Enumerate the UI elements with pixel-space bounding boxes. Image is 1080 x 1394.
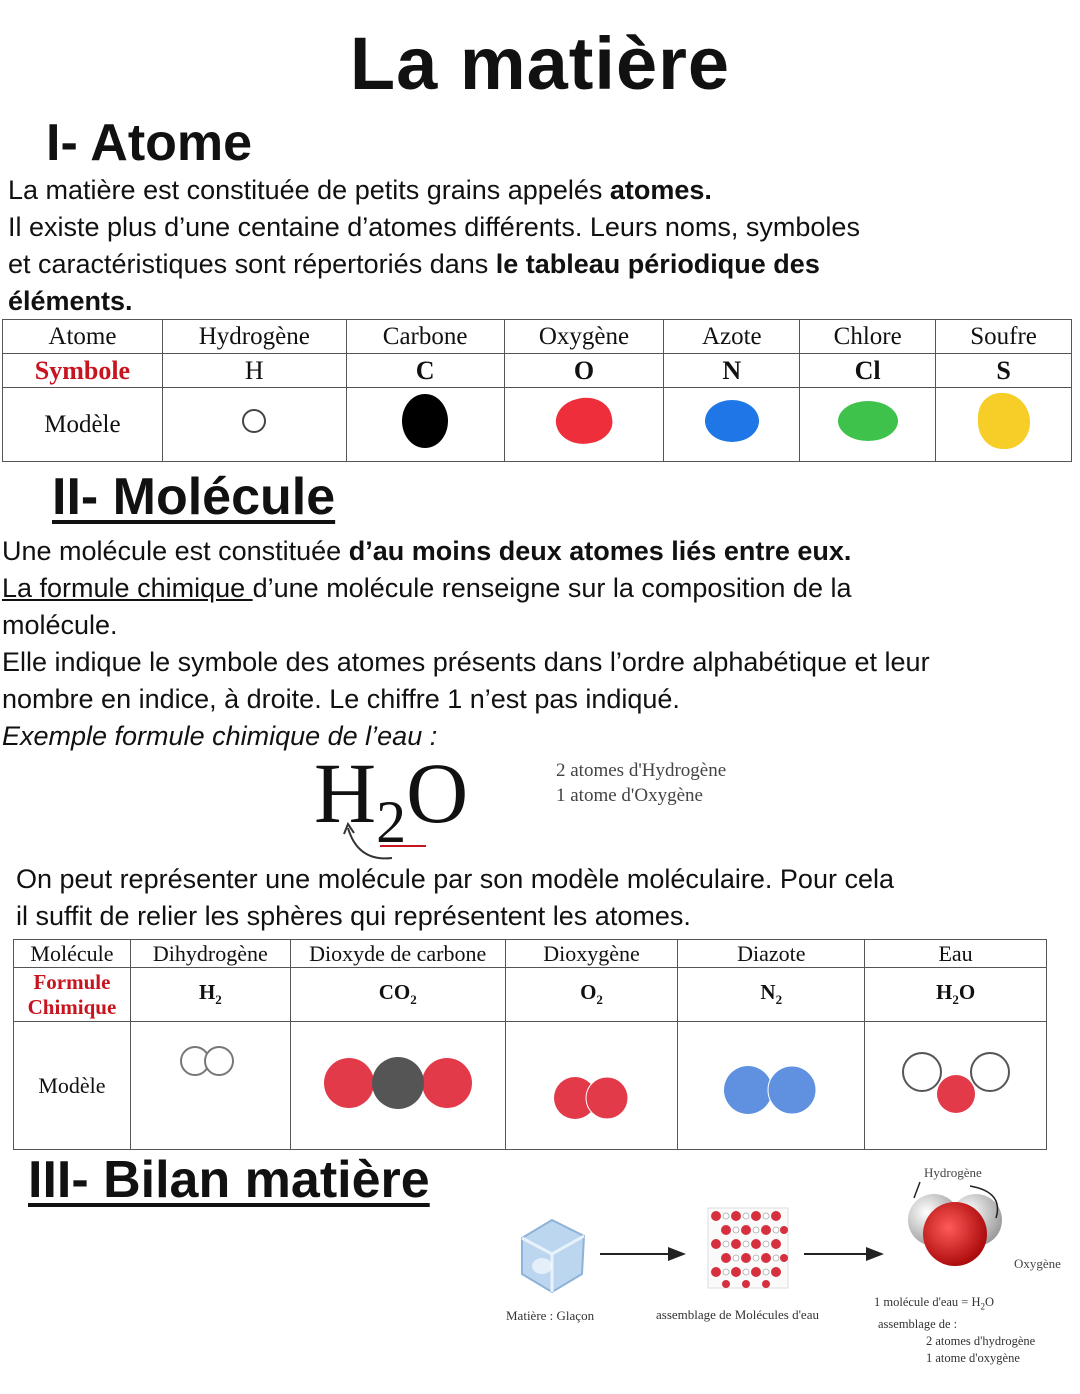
formula-text: H: [198, 980, 216, 1005]
section1-paragraph: [8, 172, 1068, 320]
section-heading-text: III- Bilan matière: [28, 1151, 430, 1209]
formula-text: CO: [378, 980, 411, 1005]
atom-model-cell: [936, 388, 1072, 462]
text-line: [2, 607, 1080, 644]
arrow-right-icon: [802, 1244, 888, 1264]
text-line: [2, 533, 1080, 570]
text-line: [2, 570, 1080, 607]
section-heading-text: I- Atome: [46, 114, 253, 172]
text-line: il suffit de relier les sphères qui représentent les atomes.: [16, 901, 691, 931]
bold-text: éléments.: [8, 286, 133, 316]
section2-paragraph: [2, 533, 1080, 755]
text-line: [8, 209, 1068, 246]
molecule-name-cell: Dioxygène: [505, 940, 678, 968]
text-line: [2, 644, 1080, 681]
formula-text: N: [760, 980, 776, 1005]
model-label-cell: Modèle: [14, 1022, 131, 1150]
text: Une molécule est constituée: [2, 536, 349, 566]
formula-note: [556, 758, 726, 808]
atom-model-cell: [504, 388, 664, 462]
molecule-formula-cell: [290, 968, 505, 1022]
molecule-formula-cell: [505, 968, 678, 1022]
text: nombre en indice, à droite. Le chiffre 1 n’est pas indiqué.: [2, 684, 680, 714]
underlined-text: La formule chimique: [2, 573, 253, 603]
atom-symbol-cell: O: [504, 354, 664, 388]
water-model-icon: [900, 1048, 1012, 1118]
formula-text: O: [406, 745, 469, 841]
molecule-model-cell: [290, 1022, 505, 1150]
text: La matière est constituée de petits grains appelés: [8, 175, 610, 205]
atom-model-cell: [800, 388, 936, 462]
title-highlight: [350, 22, 730, 106]
text-line: [8, 283, 1068, 320]
molecule-model-cell: [865, 1022, 1047, 1150]
carbon-dioxide-model-icon: [323, 1055, 473, 1111]
atom-name-cell: Oxygène: [504, 320, 664, 354]
atom-name-cell: Soufre: [936, 320, 1072, 354]
text-line: On peut représenter une molécule par son modèle moléculaire. Pour cela: [16, 864, 894, 894]
chlorine-sphere-icon: [838, 401, 898, 441]
formula-subscript: 2: [376, 789, 407, 855]
formula-text: H: [314, 745, 377, 841]
water-lattice-icon: [706, 1206, 790, 1290]
atom-model-cell: [664, 388, 800, 462]
table-row: [14, 940, 1047, 968]
table-row: [3, 354, 1072, 388]
text-line: [2, 681, 1080, 718]
atom-symbol-cell: C: [346, 354, 504, 388]
molecule-formula-cell: [130, 968, 290, 1022]
formula-subscript: 2: [410, 992, 417, 1008]
section-heading-bilan: [22, 1148, 430, 1212]
formula-text: O: [580, 980, 597, 1005]
text: d’une molécule renseigne sur la composition de la: [252, 573, 852, 603]
table-header-cell: Molécule: [14, 940, 131, 968]
molecule-model-cell: [130, 1022, 290, 1150]
table-header-cell: Atome: [3, 320, 163, 354]
text: et caractéristiques sont répertoriés dans: [8, 249, 496, 279]
caption-assembly: assemblage de Molécules d'eau: [656, 1307, 819, 1322]
molecule-model-cell: [678, 1022, 865, 1150]
hydrogen-sphere-icon: [242, 409, 266, 433]
nitrogen-sphere-icon: [705, 400, 759, 442]
table-row: [3, 320, 1072, 354]
text-line: [8, 246, 1068, 283]
text: Elle indique le symbole des atomes présents dans l’ordre alphabétique et leur: [2, 647, 930, 677]
table-row: [3, 388, 1072, 462]
atom-name-cell: Carbone: [346, 320, 504, 354]
dioxygen-model-icon: [553, 1073, 631, 1123]
note-line: 2 atomes d'Hydrogène: [556, 760, 727, 781]
text: Il existe plus d’une centaine d’atomes différents. Leurs noms, symboles: [8, 212, 860, 242]
subscript: 2: [980, 1301, 985, 1312]
text: molécule.: [2, 610, 118, 640]
text-line: [8, 172, 1068, 209]
hydrogen-label: Hydrogène: [924, 1165, 982, 1180]
section-heading-molecule: [40, 465, 335, 529]
atom-symbol-cell: S: [936, 354, 1072, 388]
text: 1 molécule d'eau = H: [874, 1295, 981, 1309]
text: O: [985, 1295, 995, 1309]
atom-model-cell: [162, 388, 346, 462]
oxygen-sphere-icon: [552, 393, 616, 450]
symbol-label-cell: Symbole: [3, 354, 163, 388]
caption-line: 1 atome d'oxygène: [926, 1350, 1020, 1365]
formula-arrow-icon: [330, 818, 440, 866]
caption-ice: Matière : Glaçon: [506, 1308, 595, 1323]
formula-subscript: 2: [215, 992, 222, 1008]
water-molecule-3d-icon: [900, 1176, 1010, 1272]
table-row: [14, 1022, 1047, 1150]
molecule-name-cell: Dihydrogène: [130, 940, 290, 968]
molecule-formula-cell: [865, 968, 1047, 1022]
formula-subscript: 2: [952, 992, 959, 1008]
atom-symbol-cell: N: [664, 354, 800, 388]
model-label-cell: Modèle: [3, 388, 163, 462]
oxygen-label: Oxygène: [1014, 1256, 1061, 1271]
note-line: 1 atome d'Oxygène: [556, 785, 703, 806]
label-line: Formule: [33, 969, 111, 994]
atom-table: [2, 319, 1072, 462]
molecule-formula-cell: [678, 968, 865, 1022]
label-line: Chimique: [27, 994, 117, 1019]
section-heading-text: II- Molécule: [52, 468, 336, 526]
formula-subscript: 2: [775, 992, 783, 1008]
page-title: La matière: [349, 22, 731, 105]
text-line: [2, 718, 1080, 755]
table-row: [14, 968, 1047, 1022]
molecule-table: [13, 939, 1047, 1150]
caption-line: assemblage de :: [878, 1316, 958, 1331]
sulfur-sphere-icon: [978, 393, 1030, 449]
section-heading-atome: [34, 110, 252, 176]
formula-text: H: [935, 980, 953, 1005]
ice-cube-icon: [512, 1212, 592, 1298]
carbon-sphere-icon: [402, 394, 448, 448]
section2-paragraph-2: [16, 861, 1076, 935]
italic-text: Exemple formule chimique de l’eau :: [2, 721, 438, 751]
bold-text: atomes.: [609, 175, 712, 205]
bold-text: le tableau périodique des: [495, 249, 820, 279]
atom-model-cell: [346, 388, 504, 462]
caption-line: [874, 1294, 1035, 1316]
atom-symbol-cell: Cl: [800, 354, 936, 388]
atom-name-cell: Azote: [664, 320, 800, 354]
formula-text: O: [958, 980, 976, 1005]
dinitrogen-model-icon: [723, 1064, 819, 1116]
molecule-model-cell: [505, 1022, 678, 1150]
molecule-name-cell: Eau: [865, 940, 1047, 968]
title-block: [0, 22, 1080, 106]
dihydrogen-model-icon: [178, 1044, 242, 1078]
formula-label-cell: [14, 968, 131, 1022]
caption-line: 2 atomes d'hydrogène: [926, 1333, 1036, 1348]
arrow-right-icon: [598, 1244, 690, 1264]
atom-symbol-cell: H: [162, 354, 346, 388]
molecule-name-cell: Diazote: [678, 940, 865, 968]
bold-text: d’au moins deux atomes liés entre eux.: [348, 536, 852, 566]
formula-subscript: 2: [596, 992, 603, 1008]
atom-name-cell: Hydrogène: [162, 320, 346, 354]
molecule-name-cell: Dioxyde de carbone: [290, 940, 505, 968]
atom-name-cell: Chlore: [800, 320, 936, 354]
caption-molecule: [874, 1294, 1035, 1367]
